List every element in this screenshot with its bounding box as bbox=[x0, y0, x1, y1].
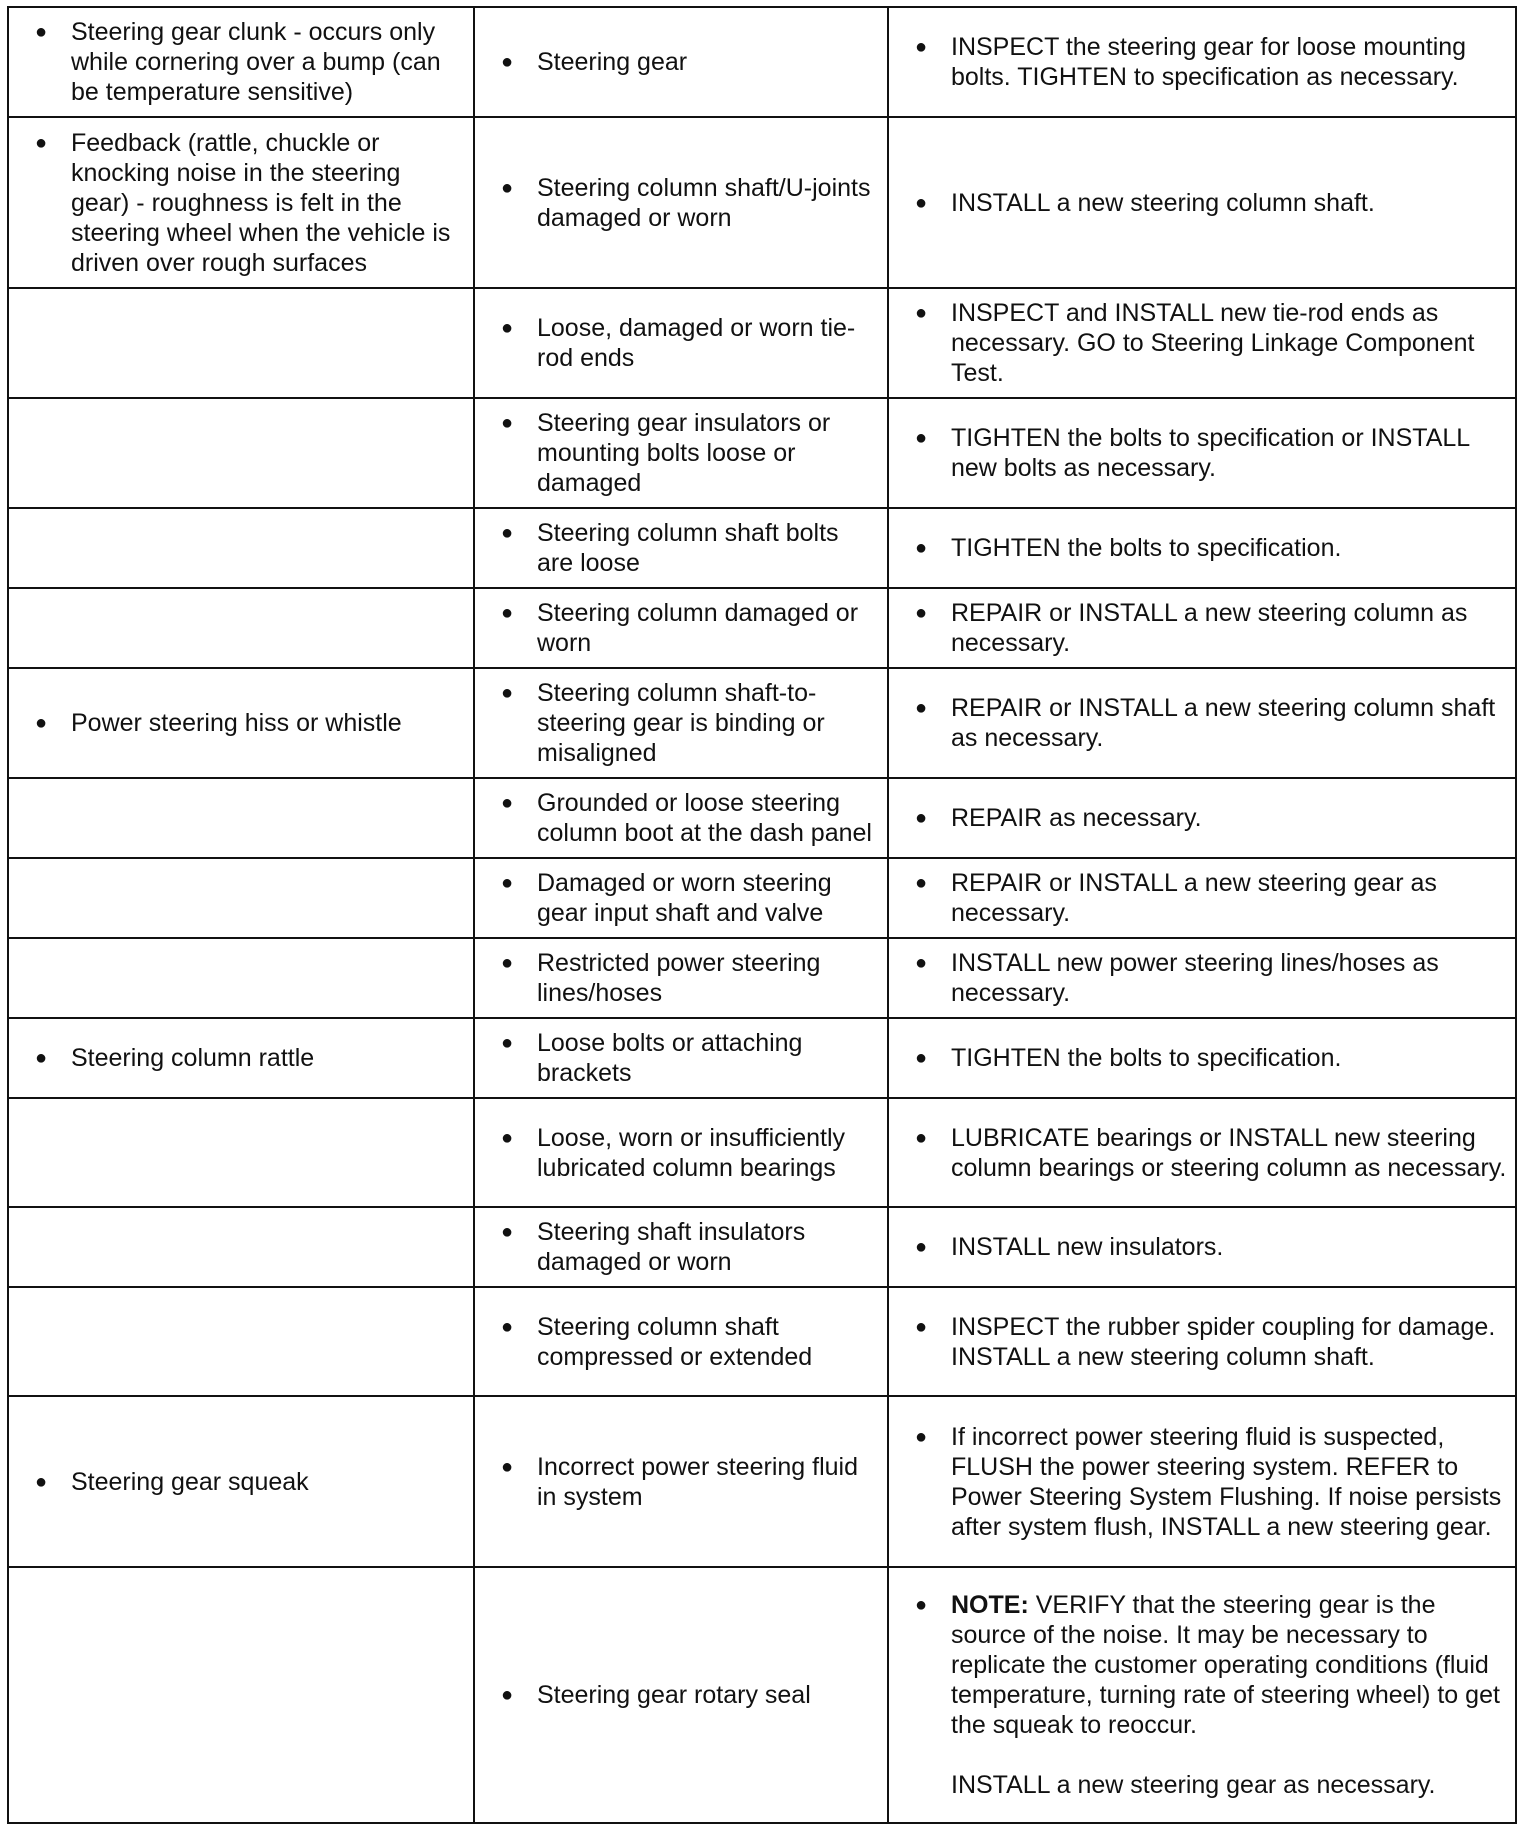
action-text-2: INSTALL a new steering gear as necessary. bbox=[951, 1771, 1436, 1799]
cause-cell bbox=[474, 1207, 888, 1287]
cause-text: Steering gear bbox=[537, 48, 688, 76]
cause-cell bbox=[474, 398, 888, 508]
table-row bbox=[8, 1207, 1516, 1287]
action-cell bbox=[888, 398, 1516, 508]
bullet-icon: ● bbox=[35, 21, 48, 43]
condition-text: Steering gear clunk - occurs only while cornering over a bump (can be temperature sensitive) bbox=[71, 18, 441, 106]
bullet-icon: ● bbox=[915, 1425, 928, 1448]
table-row bbox=[8, 1287, 1516, 1396]
cause-text: Loose, worn or insufficiently lubricated column bearings bbox=[537, 1123, 846, 1182]
cause-cell bbox=[474, 938, 888, 1018]
action-text: TIGHTEN the bolts to specification or INSTALL new bolts as necessary. bbox=[951, 424, 1470, 482]
bullet-icon: ● bbox=[915, 1236, 928, 1258]
bullet-icon: ● bbox=[35, 1470, 48, 1493]
bullet-icon: ● bbox=[915, 427, 928, 449]
condition-cell bbox=[8, 1207, 474, 1287]
action-cell bbox=[888, 1018, 1516, 1098]
note-text: VERIFY that the steering gear is the source of the noise. It may be necessary to replicate the customer operating conditions (fluid temperature, turning rate of steering wheel) to get the squeak to reoccur. bbox=[951, 1591, 1500, 1739]
action-text: If incorrect power steering fluid is suspected, FLUSH the power steering system. REFER to Power Steering System Flushing. If noise persists after system flush, INSTALL a new steering gear. bbox=[951, 1422, 1502, 1541]
bullet-icon: ● bbox=[915, 1126, 928, 1149]
cause-text: Steering gear rotary seal bbox=[537, 1681, 811, 1709]
condition-cell bbox=[8, 1018, 474, 1098]
bullet-icon: ● bbox=[501, 872, 514, 894]
action-text: LUBRICATE bearings or INSTALL new steering column bearings or steering column as necessary. bbox=[951, 1123, 1507, 1182]
action-cell bbox=[888, 668, 1516, 778]
cause-text: Steering column shaft/U-joints damaged or worn bbox=[537, 173, 871, 232]
cause-text: Restricted power steering lines/hoses bbox=[537, 949, 821, 1007]
bullet-icon: ● bbox=[915, 1594, 928, 1616]
cause-cell bbox=[474, 7, 888, 117]
action-cell bbox=[888, 938, 1516, 1018]
cause-text: Steering column shaft-to-steering gear is binding or misaligned bbox=[537, 679, 825, 767]
bullet-icon: ● bbox=[501, 1221, 514, 1243]
action-text: REPAIR or INSTALL a new steering column as necessary. bbox=[951, 599, 1468, 657]
table-row bbox=[8, 1567, 1516, 1823]
action-cell bbox=[888, 1396, 1516, 1567]
table-row bbox=[8, 398, 1516, 508]
bullet-icon: ● bbox=[915, 191, 928, 214]
action-cell bbox=[888, 288, 1516, 398]
condition-text: Feedback (rattle, chuckle or knocking noise in the steering gear) - roughness is felt in the steering wheel when the vehicle is driven over rough surfaces bbox=[71, 128, 451, 277]
condition-cell bbox=[8, 668, 474, 778]
bullet-icon: ● bbox=[35, 131, 48, 154]
condition-cell bbox=[8, 7, 474, 117]
action-text: INSTALL new insulators. bbox=[951, 1233, 1224, 1261]
condition-cell bbox=[8, 288, 474, 398]
condition-cell bbox=[8, 1396, 474, 1567]
condition-cell bbox=[8, 117, 474, 288]
cause-text: Grounded or loose steering column boot at the dash panel bbox=[537, 789, 872, 847]
cause-text: Steering column damaged or worn bbox=[537, 599, 859, 657]
condition-cell bbox=[8, 508, 474, 588]
action-text: REPAIR as necessary. bbox=[951, 804, 1202, 832]
table-row bbox=[8, 778, 1516, 858]
cause-cell bbox=[474, 778, 888, 858]
action-text: INSTALL new power steering lines/hoses as necessary. bbox=[951, 949, 1439, 1007]
table-row bbox=[8, 858, 1516, 938]
table-row bbox=[8, 588, 1516, 668]
bullet-icon: ● bbox=[501, 602, 514, 624]
table-row bbox=[8, 7, 1516, 117]
bullet-icon: ● bbox=[915, 1315, 928, 1338]
cause-cell bbox=[474, 1567, 888, 1823]
bullet-icon: ● bbox=[501, 412, 514, 434]
cause-text: Steering column shaft bolts are loose bbox=[537, 519, 839, 577]
bullet-icon: ● bbox=[501, 682, 514, 704]
bullet-icon: ● bbox=[915, 36, 928, 58]
bullet-icon: ● bbox=[501, 1126, 514, 1149]
action-text: INSPECT and INSTALL new tie-rod ends as necessary. GO to Steering Linkage Component Test. bbox=[951, 299, 1475, 387]
condition-text: Steering gear squeak bbox=[71, 1467, 309, 1496]
action-cell bbox=[888, 858, 1516, 938]
action-text: INSPECT the rubber spider coupling for damage. INSTALL a new steering column shaft. bbox=[951, 1312, 1496, 1371]
condition-cell bbox=[8, 1567, 474, 1823]
table-row bbox=[8, 1098, 1516, 1207]
action-text: REPAIR or INSTALL a new steering column shaft as necessary. bbox=[951, 694, 1496, 752]
cause-text: Incorrect power steering fluid in system bbox=[537, 1452, 858, 1511]
diagnosis-table bbox=[7, 6, 1517, 1824]
bullet-icon: ● bbox=[35, 1047, 48, 1069]
cause-cell bbox=[474, 1018, 888, 1098]
cause-cell bbox=[474, 858, 888, 938]
bullet-icon: ● bbox=[501, 522, 514, 544]
bullet-icon: ● bbox=[501, 792, 514, 814]
action-text: INSPECT the steering gear for loose mounting bolts. TIGHTEN to specification as necessary. bbox=[951, 33, 1467, 91]
action-text: TIGHTEN the bolts to specification. bbox=[951, 1044, 1342, 1072]
cause-text: Steering shaft insulators damaged or worn bbox=[537, 1218, 806, 1276]
condition-cell bbox=[8, 858, 474, 938]
bullet-icon: ● bbox=[35, 712, 48, 734]
action-text: REPAIR or INSTALL a new steering gear as necessary. bbox=[951, 869, 1437, 927]
cause-cell bbox=[474, 288, 888, 398]
table-row bbox=[8, 508, 1516, 588]
cause-cell bbox=[474, 508, 888, 588]
bullet-icon: ● bbox=[915, 602, 928, 624]
diagnosis-table-body bbox=[8, 7, 1516, 1823]
action-text bbox=[951, 1590, 1507, 1800]
bullet-icon: ● bbox=[501, 1032, 514, 1054]
table-row bbox=[8, 117, 1516, 288]
action-cell bbox=[888, 588, 1516, 668]
bullet-icon: ● bbox=[501, 1455, 514, 1478]
cause-text: Steering column shaft compressed or extended bbox=[537, 1312, 813, 1371]
table-row bbox=[8, 1396, 1516, 1567]
action-cell bbox=[888, 1098, 1516, 1207]
bullet-icon: ● bbox=[915, 302, 928, 324]
cause-cell bbox=[474, 588, 888, 668]
condition-cell bbox=[8, 588, 474, 668]
bullet-icon: ● bbox=[501, 1684, 514, 1706]
cause-cell bbox=[474, 1287, 888, 1396]
action-text: INSTALL a new steering column shaft. bbox=[951, 188, 1375, 217]
bullet-icon: ● bbox=[915, 807, 928, 829]
table-row bbox=[8, 668, 1516, 778]
condition-cell bbox=[8, 778, 474, 858]
cause-cell bbox=[474, 1098, 888, 1207]
table-row bbox=[8, 1018, 1516, 1098]
bullet-icon: ● bbox=[915, 872, 928, 894]
table-row bbox=[8, 288, 1516, 398]
action-cell bbox=[888, 117, 1516, 288]
action-text: TIGHTEN the bolts to specification. bbox=[951, 534, 1342, 562]
bullet-icon: ● bbox=[501, 176, 514, 199]
bullet-icon: ● bbox=[501, 51, 514, 73]
cause-text: Loose bolts or attaching brackets bbox=[537, 1029, 803, 1087]
action-cell bbox=[888, 778, 1516, 858]
bullet-icon: ● bbox=[915, 952, 928, 974]
bullet-icon: ● bbox=[501, 1315, 514, 1338]
action-cell bbox=[888, 1207, 1516, 1287]
condition-cell bbox=[8, 938, 474, 1018]
condition-cell bbox=[8, 398, 474, 508]
cause-text: Steering gear insulators or mounting bolts loose or damaged bbox=[537, 409, 831, 497]
cause-cell bbox=[474, 668, 888, 778]
cause-text: Loose, damaged or worn tie-rod ends bbox=[537, 314, 856, 372]
cause-cell bbox=[474, 1396, 888, 1567]
table-row bbox=[8, 938, 1516, 1018]
bullet-icon: ● bbox=[501, 317, 514, 339]
action-cell bbox=[888, 1567, 1516, 1823]
bullet-icon: ● bbox=[501, 952, 514, 974]
condition-cell bbox=[8, 1287, 474, 1396]
action-cell bbox=[888, 1287, 1516, 1396]
action-cell bbox=[888, 7, 1516, 117]
bullet-icon: ● bbox=[915, 537, 928, 559]
cause-text: Damaged or worn steering gear input shaft and valve bbox=[537, 869, 832, 927]
condition-text: Steering column rattle bbox=[71, 1044, 315, 1072]
cause-cell bbox=[474, 117, 888, 288]
action-cell bbox=[888, 508, 1516, 588]
condition-cell bbox=[8, 1098, 474, 1207]
bullet-icon: ● bbox=[915, 1047, 928, 1069]
note-label: NOTE: bbox=[951, 1591, 1029, 1619]
bullet-icon: ● bbox=[915, 697, 928, 719]
condition-text: Power steering hiss or whistle bbox=[71, 709, 402, 737]
